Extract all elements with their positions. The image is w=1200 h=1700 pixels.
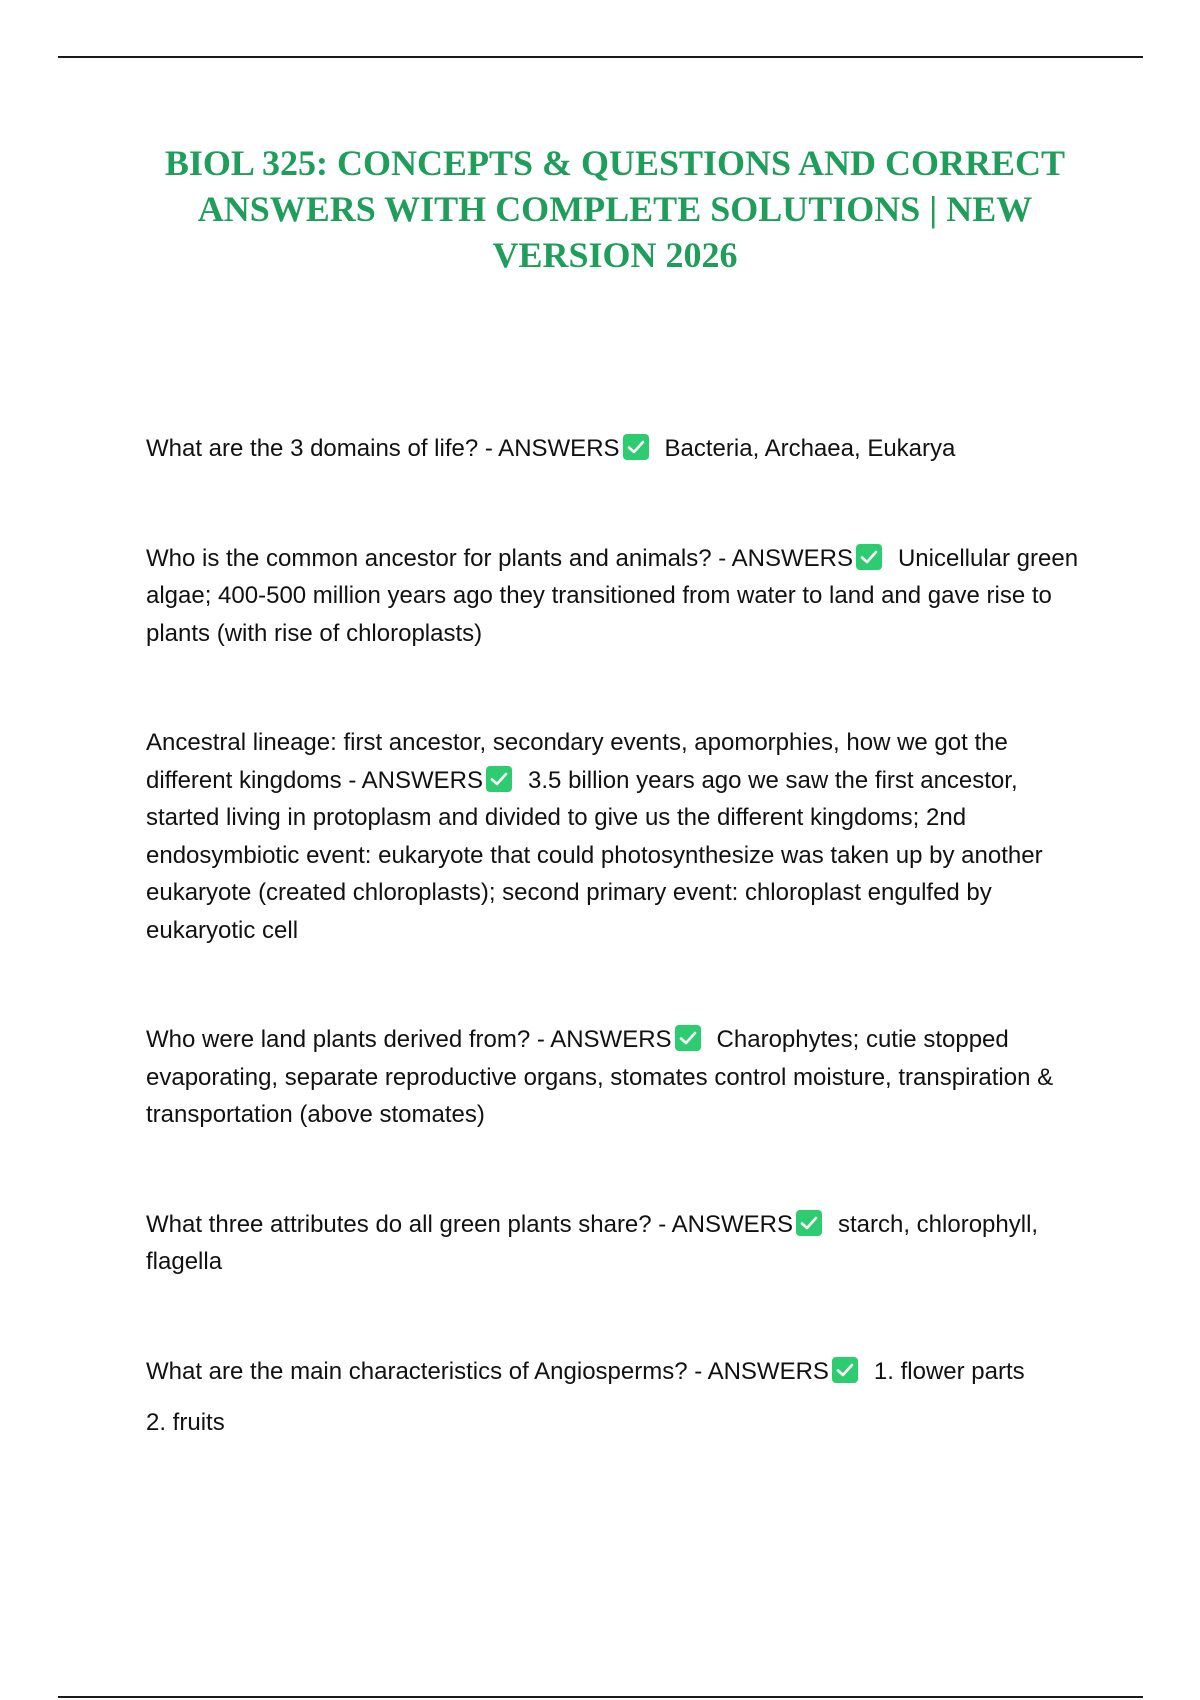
checkmark-icon	[486, 766, 512, 792]
checkmark-icon	[832, 1357, 858, 1383]
qa-item	[146, 1206, 1096, 1281]
answer-text: starch, chlorophyll, flagella	[146, 1210, 1039, 1275]
document-title: BIOL 325: CONCEPTS & QUESTIONS AND CORRECT ANSWERS WITH COMPLETE SOLUTIONS | NEW VERSION 2026	[164, 143, 1066, 275]
qa-item	[146, 1021, 1096, 1134]
answer-text: Charophytes; cutie stopped evaporating, separate reproductive organs, stomates control moisture, transpiration & transportation (above stomates)	[146, 1026, 1054, 1128]
checkmark-icon	[623, 434, 649, 460]
qa-item	[146, 1353, 1096, 1442]
qa-item	[146, 540, 1096, 653]
question-text: What are the 3 domains of life? - ANSWERS	[146, 435, 620, 462]
question-text: Who were land plants derived from? - ANSWERS	[146, 1026, 672, 1053]
answer-text-continued: 2. fruits	[146, 1409, 225, 1436]
checkmark-icon	[856, 544, 882, 570]
answer-text: 1. flower parts	[873, 1357, 1025, 1385]
question-text: Who is the common ancestor for plants and animals? - ANSWERS	[146, 544, 853, 572]
answer-text: Bacteria, Archaea, Eukarya	[664, 435, 956, 462]
bottom-rule	[58, 1696, 1143, 1698]
top-rule	[58, 56, 1143, 58]
qa-item	[146, 430, 1096, 468]
question-text: What three attributes do all green plants share? - ANSWERS	[146, 1210, 793, 1238]
question-text: What are the main characteristics of Angiosperms? - ANSWERS	[146, 1357, 829, 1385]
qa-item	[146, 724, 1096, 949]
qa-list	[146, 430, 1096, 1442]
question-text: Ancestral lineage: first ancestor, secondary events, apomorphies, how we got the different kingdoms - ANSWERS	[146, 729, 1008, 794]
answer-text: Unicellular green algae; 400-500 million years ago they transitioned from water to land and gave rise to plants (with rise of chloroplasts)	[146, 544, 1079, 647]
answer-text: 3.5 billion years ago we saw the first ancestor, started living in protoplasm and divided to give us the different kingdoms; 2nd endosymbiotic event: eukaryote that could photosynthesize was taken up by another eukaryote (created chloroplasts); second primary event: chloroplast engulfed by eukaryotic cell	[146, 766, 1043, 944]
checkmark-icon	[675, 1025, 701, 1051]
checkmark-icon	[796, 1210, 822, 1236]
